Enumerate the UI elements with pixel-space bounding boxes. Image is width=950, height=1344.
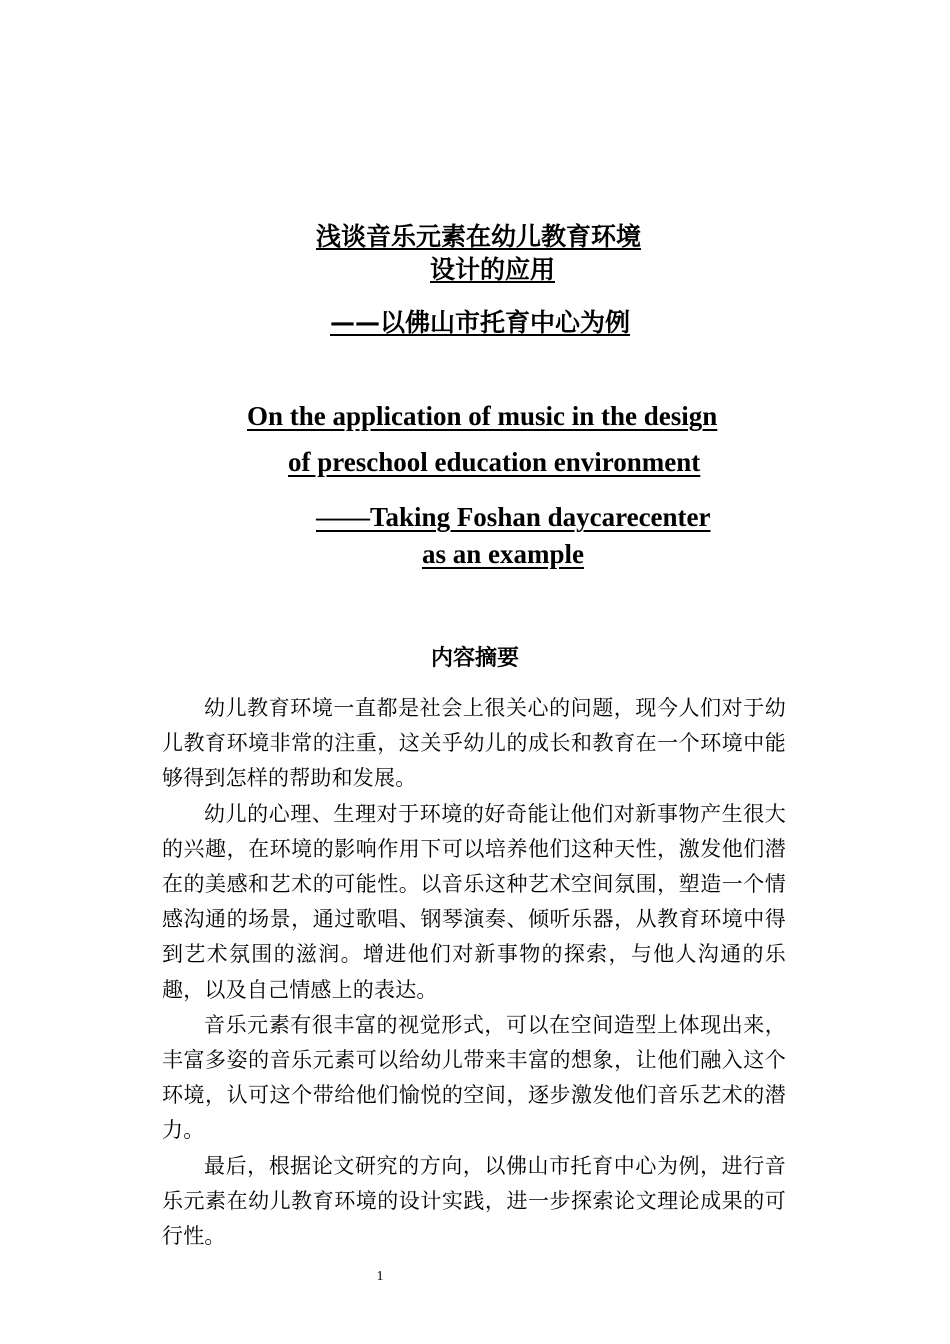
abstract-paragraph: 幼儿教育环境一直都是社会上很关心的问题，现今人们对于幼儿教育环境非常的注重，这关乎幼儿的成长和教育在一个环境中能够得到怎样的帮助和发展。 <box>162 696 786 791</box>
english-subtitle-line-2: as an example <box>422 539 584 569</box>
english-title-line-1: On the application of music in the design <box>247 401 718 431</box>
chinese-title-line-1: 浅谈音乐元素在幼儿教育环境 <box>316 222 642 251</box>
english-subtitle-line-1: ——Taking Foshan daycarecenter <box>316 502 711 532</box>
abstract-heading: 内容摘要 <box>430 646 519 671</box>
chinese-title-line-2: 设计的应用 <box>430 255 556 284</box>
abstract-paragraph: 音乐元素有很丰富的视觉形式，可以在空间造型上体现出来，丰富多姿的音乐元素可以给幼儿带来丰富的想象，让他们融入这个环境，认可这个带给他们愉悦的空间，逐步激发他们音乐艺术的潜力。 <box>162 1012 786 1143</box>
abstract-paragraph: 最后，根据论文研究的方向，以佛山市托育中心为例，进行音乐元素在幼儿教育环境的设计实践，进一步探索论文理论成果的可行性。 <box>162 1153 786 1249</box>
chinese-subtitle: ——以佛山市托育中心为例 <box>330 308 631 337</box>
abstract-paragraph: 幼儿的心理、生理对于环境的好奇能让他们对新事物产生很大的兴趣，在环境的影响作用下可以培养他们这种天性，激发他们潜在的美感和艺术的可能性。以音乐这种艺术空间氛围，塑造一个情感沟通的场景，通过歌唱、钢琴演奏、倾听乐器，从教育环境中得到艺术氛围的滋润。增进他们对新事物的探索，与他人沟通的乐趣，以及自己情感上的表达。 <box>162 801 786 1002</box>
english-title-line-2: of preschool education environment <box>288 447 701 477</box>
page-number: 1 <box>376 1269 384 1284</box>
abstract-body <box>162 691 786 1254</box>
